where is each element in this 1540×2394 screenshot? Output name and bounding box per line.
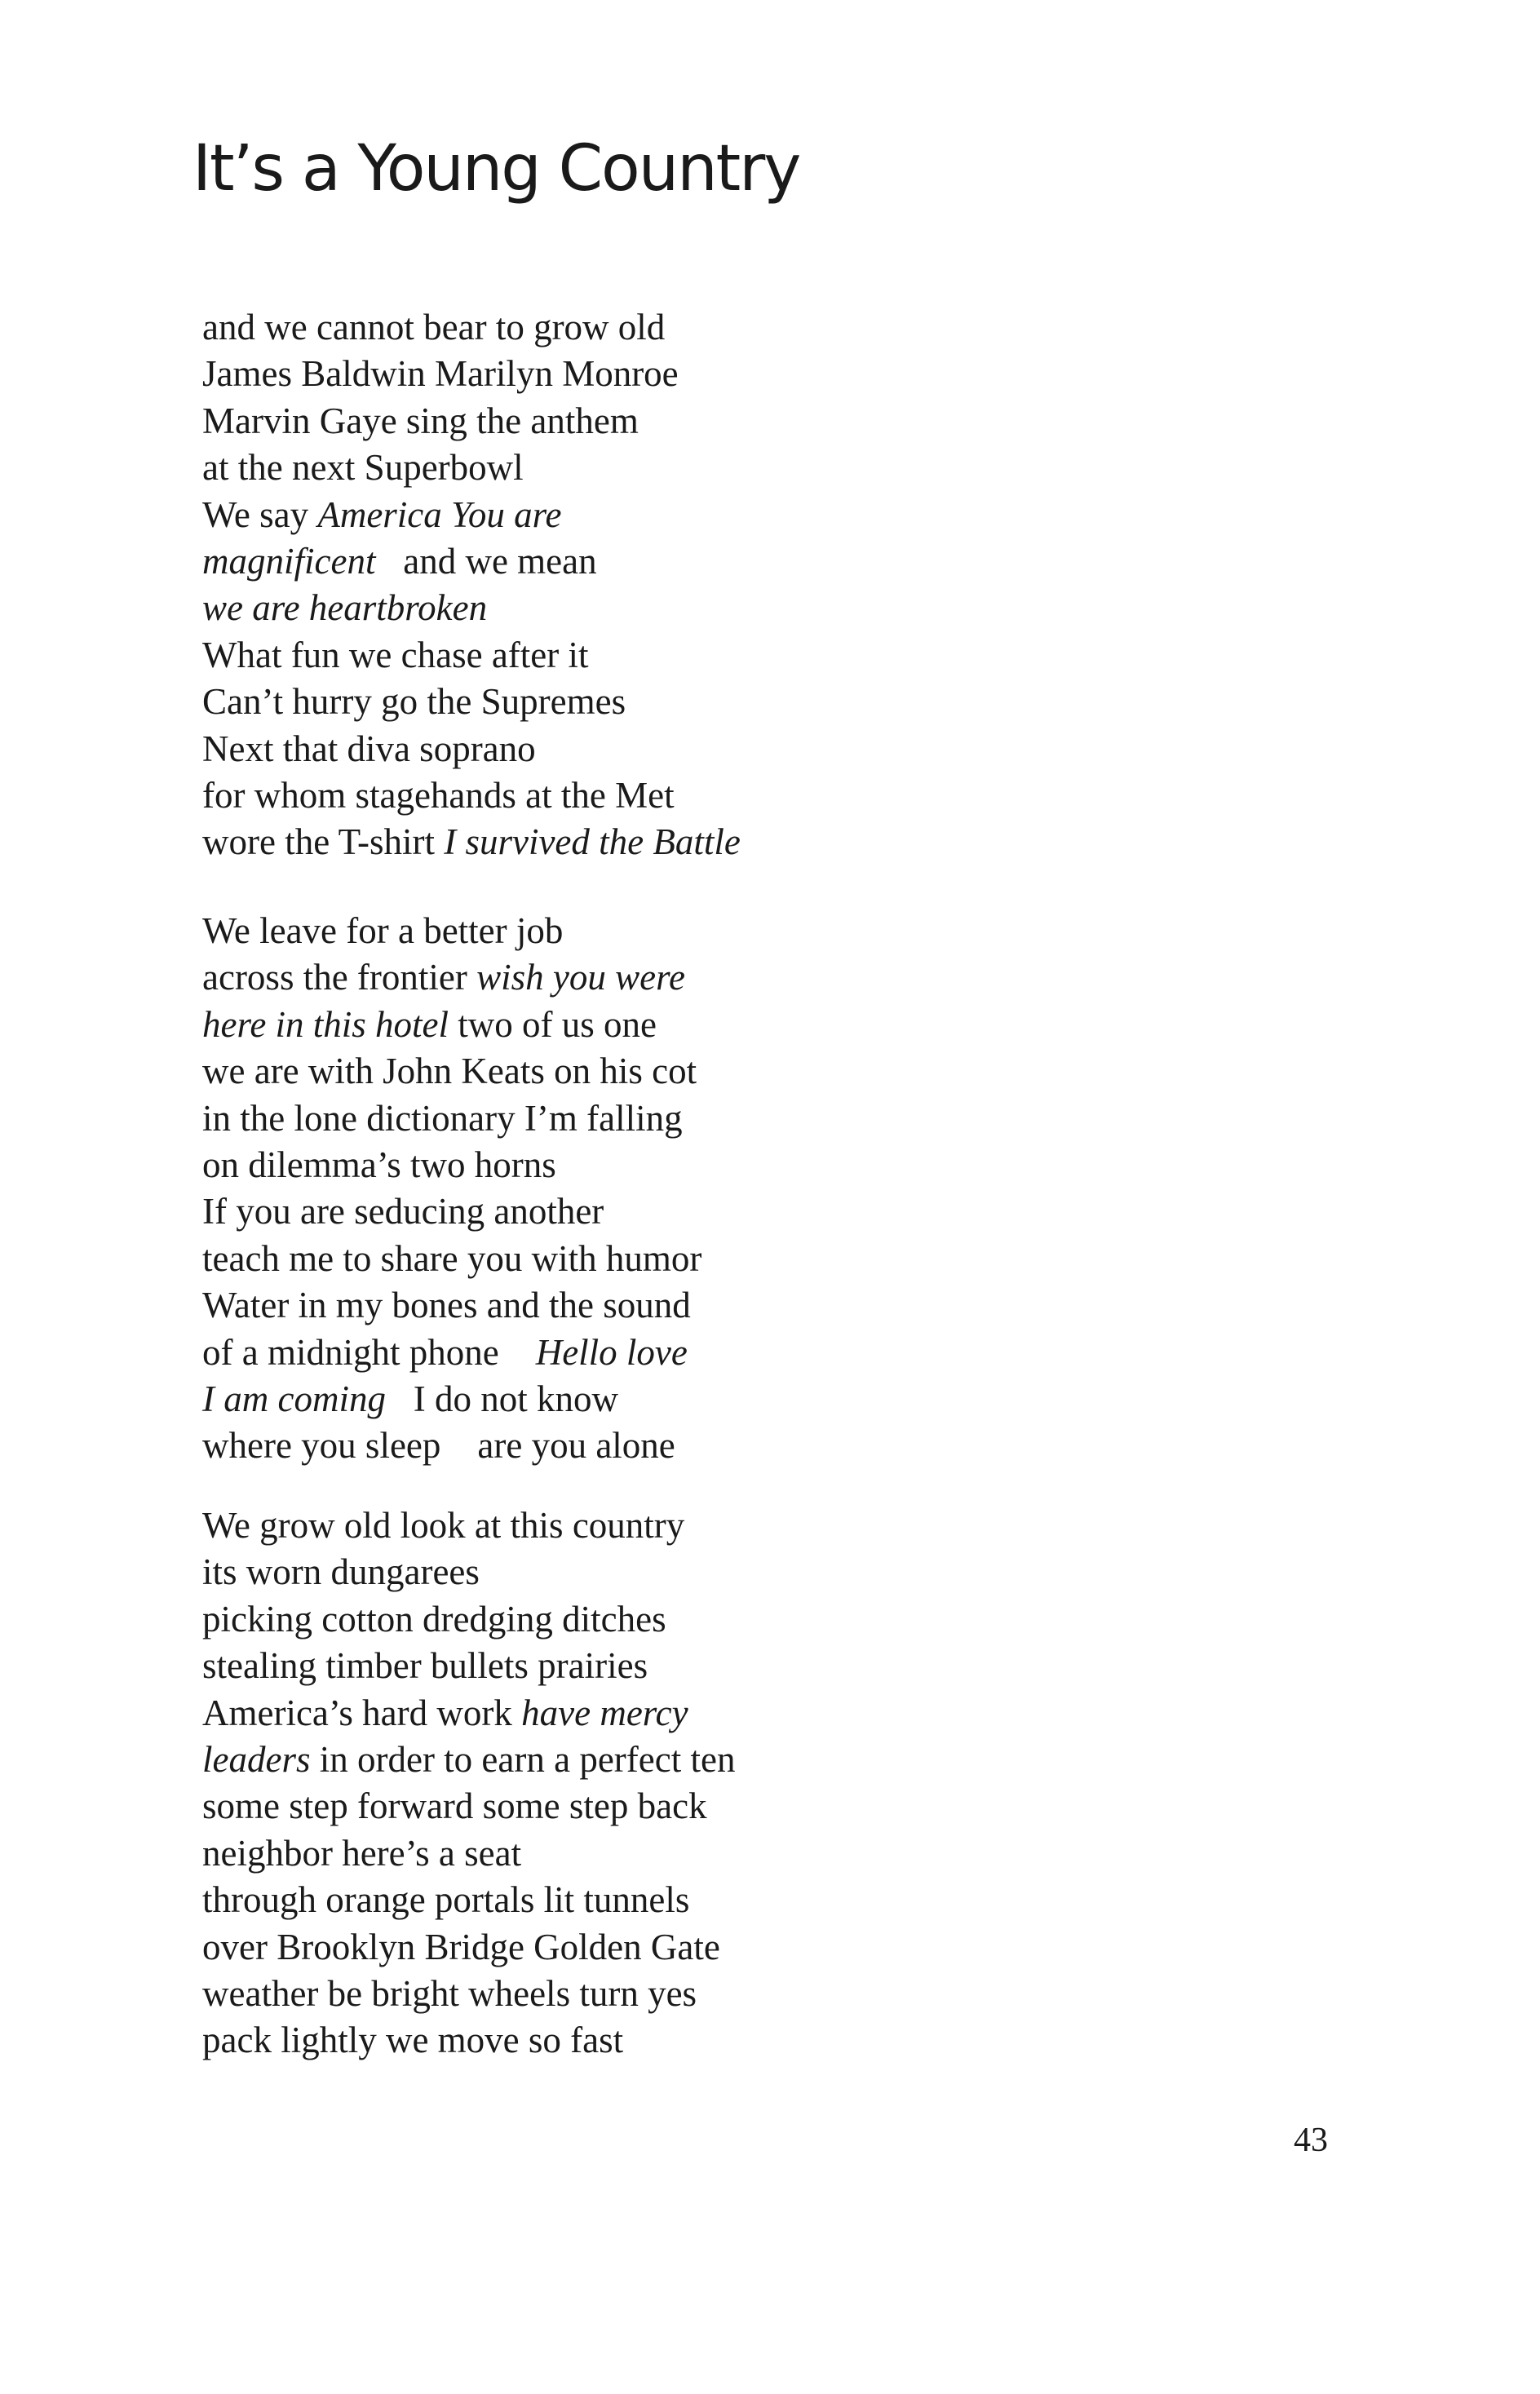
poem-line xyxy=(202,304,855,351)
line-text: We leave for a better job xyxy=(202,910,564,951)
line-text: over Brooklyn Bridge Golden Gate xyxy=(202,1926,720,1967)
line-text: Marvin Gaye sing the anthem xyxy=(202,400,639,441)
italic-text: here in this hotel xyxy=(202,1003,449,1045)
line-text: two of us one xyxy=(449,1003,657,1045)
italic-text: magnificent xyxy=(202,540,376,582)
poem-line xyxy=(202,1971,855,2017)
italic-text: Hello love xyxy=(535,1331,688,1373)
poem-line xyxy=(202,1095,855,1142)
poem-line xyxy=(202,1830,855,1877)
poem-line xyxy=(202,1236,855,1282)
poem-line xyxy=(202,1690,855,1737)
poem-line xyxy=(202,1596,855,1643)
italic-text: wish you were xyxy=(476,957,685,998)
line-text: Water in my bones and the sound xyxy=(202,1285,691,1326)
poem-line xyxy=(202,492,855,538)
poem-line xyxy=(202,954,855,1001)
line-text: and we cannot bear to grow old xyxy=(202,307,666,347)
line-text: If you are seducing another xyxy=(202,1191,604,1232)
italic-text: have mercy xyxy=(521,1692,688,1733)
poem-line xyxy=(202,679,855,725)
stanza-1 xyxy=(202,304,855,866)
line-text: of a midnight phone xyxy=(202,1331,536,1373)
poem-line xyxy=(202,772,855,819)
line-text: its worn dungarees xyxy=(202,1551,480,1593)
line-text: on dilemma’s two horns xyxy=(202,1144,556,1185)
line-text: Can’t hurry go the Supremes xyxy=(202,681,626,723)
line-text: some step forward some step back xyxy=(202,1786,707,1827)
line-text: through orange portals lit tunnels xyxy=(202,1879,690,1921)
poem-line xyxy=(202,1549,855,1595)
line-text: We grow old look at this country xyxy=(202,1505,685,1546)
poem-line xyxy=(202,632,855,679)
poem-line xyxy=(202,1423,855,1469)
line-text: Next that diva soprano xyxy=(202,728,536,769)
line-text: for whom stagehands at the Met xyxy=(202,774,675,816)
poem-line xyxy=(202,1737,855,1783)
stanza-2 xyxy=(202,908,855,1470)
poem-line xyxy=(202,1282,855,1329)
line-text: I do not know xyxy=(385,1378,618,1419)
line-text: in order to earn a perfect ten xyxy=(310,1738,736,1780)
line-text: James Baldwin Marilyn Monroe xyxy=(202,353,679,395)
poem-line xyxy=(202,1502,855,1549)
poem-line xyxy=(202,1048,855,1095)
italic-text: leaders xyxy=(202,1738,311,1780)
line-text: teach me to share you with humor xyxy=(202,1237,702,1279)
italic-text: I survived the Battle xyxy=(444,821,741,863)
line-text: stealing timber bullets prairies xyxy=(202,1645,648,1687)
line-text: and we mean xyxy=(375,540,597,582)
poem-line xyxy=(202,1002,855,1048)
line-text: across the frontier xyxy=(202,957,477,998)
line-text: What fun we chase after it xyxy=(202,634,589,675)
italic-text: America You are xyxy=(317,493,562,535)
line-text: we are with John Keats on his cot xyxy=(202,1051,697,1092)
line-text: picking cotton dredging ditches xyxy=(202,1598,666,1640)
line-text: in the lone dictionary I’m falling xyxy=(202,1097,683,1139)
line-text: neighbor here’s a seat xyxy=(202,1832,522,1874)
line-text: wore the T-shirt xyxy=(202,821,445,863)
poem-line xyxy=(202,538,855,585)
poem-line xyxy=(202,1142,855,1188)
poem-line xyxy=(202,1330,855,1376)
italic-text: I am coming xyxy=(202,1378,386,1419)
poem-line xyxy=(202,2017,855,2064)
line-text: We say xyxy=(202,493,318,535)
line-text: America’s hard work xyxy=(202,1692,522,1733)
poem-line xyxy=(202,1783,855,1830)
poem-line xyxy=(202,726,855,772)
poem-title: It’s a Young Country xyxy=(192,132,800,206)
line-text: pack lightly we move so fast xyxy=(202,2020,624,2061)
poem-line xyxy=(202,1643,855,1689)
poem-line xyxy=(202,1376,855,1423)
page-number: 43 xyxy=(1294,2122,1328,2159)
poem-line xyxy=(202,445,855,491)
poem-line xyxy=(202,351,855,397)
line-text: weather be bright wheels turn yes xyxy=(202,1972,697,2014)
poem-line xyxy=(202,1188,855,1235)
poem-line xyxy=(202,819,855,865)
poem-line xyxy=(202,398,855,445)
poem-line xyxy=(202,585,855,631)
poem-line xyxy=(202,1877,855,1923)
poem-line xyxy=(202,1924,855,1971)
stanza-3 xyxy=(202,1502,855,2064)
line-text: where you sleep are you alone xyxy=(202,1425,675,1467)
poem-line xyxy=(202,908,855,954)
italic-text: we are heartbroken xyxy=(202,587,488,629)
line-text: at the next Superbowl xyxy=(202,447,524,489)
